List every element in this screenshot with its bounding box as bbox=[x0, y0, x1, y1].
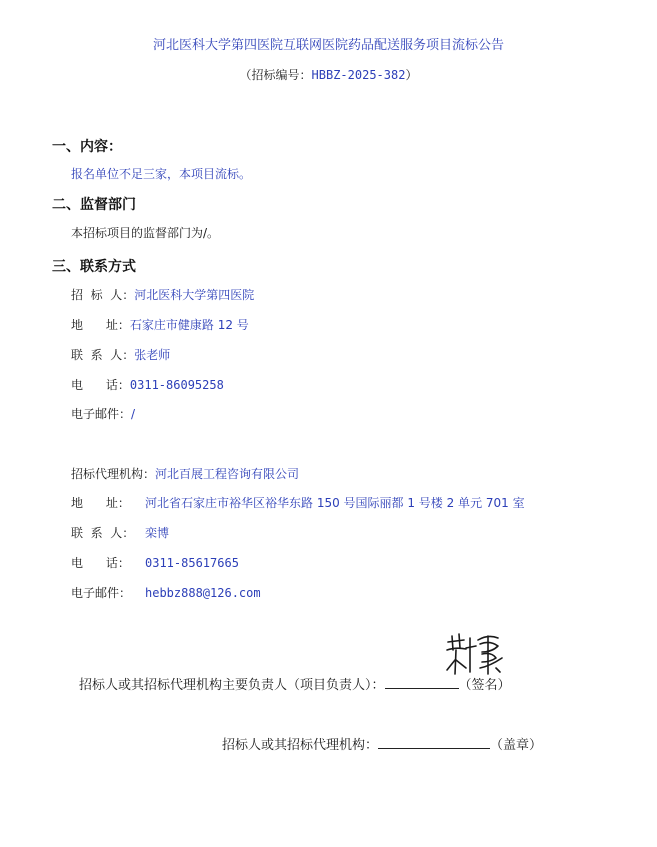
tenderer-contact-label: 联 系 人： bbox=[71, 348, 135, 362]
tenderer-address: 石家庄市健康路 12 号 bbox=[129, 318, 249, 332]
agency-contact-row bbox=[71, 524, 169, 541]
signature-suffix: （签名） bbox=[458, 678, 511, 693]
tenderer-email-label: 电子邮件： bbox=[71, 407, 132, 421]
tenderer-phone-label: 电 话： bbox=[71, 378, 130, 392]
agency-phone-row bbox=[71, 554, 239, 571]
tenderer-email-row bbox=[71, 405, 135, 422]
tender-number: （招标编号：HBBZ-2025-382） bbox=[239, 68, 418, 82]
section-heading-contact: 三、联系方式 bbox=[52, 259, 136, 275]
seal-row bbox=[222, 734, 542, 753]
tenderer-contact: 张老师 bbox=[134, 348, 171, 362]
tenderer-phone-row bbox=[71, 376, 224, 393]
agency-email-row bbox=[71, 584, 261, 601]
agency-contact: 栾博 bbox=[145, 526, 170, 540]
agency-address-row bbox=[71, 494, 525, 511]
seal-label: 招标人或其招标代理机构： bbox=[222, 738, 379, 753]
agency-contact-label: 联 系 人： bbox=[71, 526, 135, 540]
section-body-content: 报名单位不足三家，本项目流标。 bbox=[71, 167, 252, 181]
agency-name: 河北百展工程咨询有限公司 bbox=[155, 467, 300, 481]
tenderer-name: 河北医科大学第四医院 bbox=[134, 288, 255, 302]
agency-address-label: 地 址： bbox=[71, 496, 130, 510]
agency-email: hebbz888@126.com bbox=[145, 586, 261, 600]
tenderer-email: / bbox=[131, 407, 136, 421]
agency-phone: 0311-85617665 bbox=[145, 556, 239, 570]
tenderer-name-label: 招 标 人： bbox=[71, 288, 135, 302]
signature-row bbox=[79, 674, 511, 693]
agency-name-row bbox=[71, 465, 299, 482]
seal-suffix: （盖章） bbox=[490, 738, 543, 753]
agency-address: 河北省石家庄市裕华区裕华东路 150 号国际丽都 1 号楼 2 单元 701 室 bbox=[145, 496, 525, 510]
seal-blank[interactable] bbox=[378, 735, 490, 749]
tenderer-phone: 0311-86095258 bbox=[129, 378, 224, 392]
tenderer-address-label: 地 址： bbox=[71, 318, 130, 332]
section-heading-content: 一、内容： bbox=[52, 139, 122, 155]
tenderer-address-row bbox=[71, 316, 249, 333]
tenderer-name-row bbox=[71, 286, 254, 303]
agency-name-label: 招标代理机构： bbox=[71, 467, 156, 481]
agency-phone-label: 电 话： bbox=[71, 556, 130, 570]
page-title: 河北医科大学第四医院互联网医院药品配送服务项目流标公告 bbox=[152, 38, 504, 53]
tenderer-contact-row bbox=[71, 346, 170, 363]
agency-email-label: 电子邮件： bbox=[71, 586, 132, 600]
section-heading-supervision: 二、监督部门 bbox=[52, 197, 136, 213]
section-body-supervision: 本招标项目的监督部门为/。 bbox=[71, 226, 220, 240]
signature-blank[interactable] bbox=[385, 675, 459, 689]
signature-label: 招标人或其招标代理机构主要负责人（项目负责人）： bbox=[79, 678, 385, 693]
